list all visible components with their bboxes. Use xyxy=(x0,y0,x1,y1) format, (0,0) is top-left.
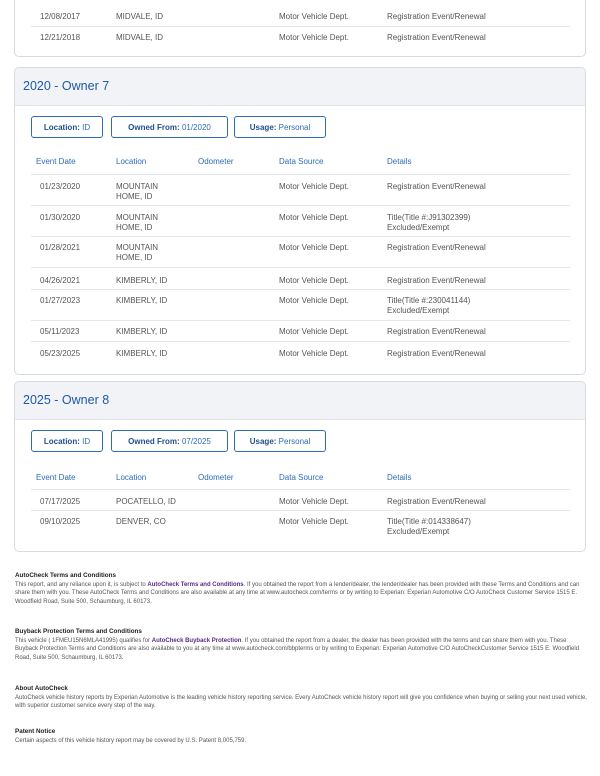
row-divider xyxy=(31,174,570,175)
location-chip xyxy=(31,116,103,138)
row-divider xyxy=(31,489,570,490)
event-location: MOUNTAIN HOME, ID xyxy=(116,182,159,201)
terms-link[interactable]: AutoCheck Terms and Conditions xyxy=(147,581,244,588)
owned-from-chip-label: Owned From: xyxy=(128,437,180,446)
col-location: Location xyxy=(116,157,147,166)
terms-text: This report, and any reliance upon it, is subject to AutoCheck Terms and Conditions. If you obtained the report from a lender/dealer, the lender/dealer has been provided with these Terms and Conditions and can share them with you. These AutoCheck Terms and Conditions are also available at any time at www.autocheck.com/terms or by writing to Experian: Experian Automotive C/O AutoCheck Customer Service 1515 E. Woodfield Road, Suite 500, Schaumburg, IL 60173. xyxy=(15,581,580,605)
col-data-source: Data Source xyxy=(279,473,324,482)
event-location: DENVER, CO xyxy=(116,517,166,526)
col-event-date: Event Date xyxy=(36,157,76,166)
row-divider xyxy=(31,26,570,27)
terms-heading: AutoCheck Terms and Conditions xyxy=(15,572,116,579)
event-date: 01/27/2023 xyxy=(40,296,81,305)
row-divider xyxy=(31,320,570,321)
event-source: Motor Vehicle Dept. xyxy=(279,276,349,285)
event-date: 01/28/2021 xyxy=(40,243,81,252)
event-details: Title(Title #:230041144) Excluded/Exempt xyxy=(387,296,471,315)
buyback-text: This vehicle ( 1FMEU15N6MLA41995) qualifies for AutoCheck Buyback Protection. If you obtained the report from a dealer, the dealer has been provided with the terms and can share them with you. These Buyback Protection Terms and Conditions are also available to you at any time at www.autocheck.com/bbpterms or by writing to Experian: Experian Automotive C/O AutoCheckCustomer Service 1515 E. Woodfield Road, Suite 500, Schaumburg, IL 60173. xyxy=(15,637,580,661)
location-chip-label: Location: xyxy=(43,123,80,132)
event-details: Registration Event/Renewal xyxy=(387,33,486,42)
event-location: MOUNTAIN HOME, ID xyxy=(116,243,159,262)
event-source: Motor Vehicle Dept. xyxy=(279,33,349,42)
event-details: Title(Title #:014338647) Excluded/Exempt xyxy=(387,517,471,536)
usage-chip-label: Usage: xyxy=(249,437,277,446)
event-date: 05/11/2023 xyxy=(40,327,80,336)
usage-chip-value: Personal xyxy=(278,123,311,132)
patent-section xyxy=(15,728,587,745)
row-divider xyxy=(31,341,570,342)
event-source: Motor Vehicle Dept. xyxy=(279,517,349,526)
patent-text: Certain aspects of this vehicle history report may be covered by U.S. Patent 8,005,759. xyxy=(15,737,247,744)
owned-from-chip xyxy=(111,430,228,452)
buyback-link[interactable]: AutoCheck Buyback Protection xyxy=(151,637,242,644)
event-date: 12/21/2018 xyxy=(40,33,81,42)
event-location: KIMBERLY, ID xyxy=(116,349,168,358)
previous-owner-card xyxy=(14,0,586,57)
event-source: Motor Vehicle Dept. xyxy=(279,349,349,358)
event-date: 01/30/2020 xyxy=(40,213,81,222)
owner-7-title: 2020 - Owner 7 xyxy=(23,79,110,93)
owned-from-chip-value: 01/2020 xyxy=(181,123,211,132)
about-heading: About AutoCheck xyxy=(15,685,68,692)
col-odometer: Odometer xyxy=(198,473,234,482)
event-details: Registration Event/Renewal xyxy=(387,182,486,191)
event-details: Registration Event/Renewal xyxy=(387,243,486,252)
row-divider xyxy=(31,236,570,237)
buyback-section xyxy=(15,628,587,662)
usage-chip xyxy=(234,430,326,452)
event-details: Registration Event/Renewal xyxy=(387,276,486,285)
event-date: 04/26/2021 xyxy=(40,276,81,285)
event-location: POCATELLO, ID xyxy=(116,497,176,506)
usage-chip xyxy=(234,116,326,138)
event-details: Registration Event/Renewal xyxy=(387,12,486,21)
location-chip xyxy=(31,430,103,452)
event-date: 07/17/2025 xyxy=(40,497,81,506)
terms-section xyxy=(15,572,587,606)
col-event-date: Event Date xyxy=(36,473,76,482)
buyback-heading: Buyback Protection Terms and Conditions xyxy=(15,628,142,635)
event-location: KIMBERLY, ID xyxy=(116,276,168,285)
event-source: Motor Vehicle Dept. xyxy=(279,12,349,21)
event-date: 01/23/2020 xyxy=(40,182,81,191)
row-divider xyxy=(31,289,570,290)
event-date: 09/10/2025 xyxy=(40,517,81,526)
event-location: KIMBERLY, ID xyxy=(116,296,168,305)
event-location: MIDVALE, ID xyxy=(116,33,163,42)
event-details: Title(Title #:J91302399) Excluded/Exempt xyxy=(387,213,471,232)
event-location: MOUNTAIN HOME, ID xyxy=(116,213,159,232)
patent-heading: Patent Notice xyxy=(15,728,56,735)
about-section xyxy=(15,685,587,711)
owned-from-chip-value: 07/2025 xyxy=(181,437,211,446)
owned-from-chip-label: Owned From: xyxy=(128,123,180,132)
owner-8-card xyxy=(14,381,586,552)
col-data-source: Data Source xyxy=(279,157,324,166)
event-source: Motor Vehicle Dept. xyxy=(279,213,349,222)
location-chip-value: ID xyxy=(82,123,91,132)
event-location: KIMBERLY, ID xyxy=(116,327,168,336)
row-divider xyxy=(31,267,570,268)
event-source: Motor Vehicle Dept. xyxy=(279,182,349,191)
col-location: Location xyxy=(116,473,147,482)
col-odometer: Odometer xyxy=(198,157,234,166)
about-text: AutoCheck vehicle history reports by Experian Automotive is the leading vehicle history reporting service. Every AutoCheck vehicle history report will give you confidence when buying or selling your next used vehicle, with superior customer service every step of the way. xyxy=(15,694,587,709)
event-source: Motor Vehicle Dept. xyxy=(279,497,349,506)
event-source: Motor Vehicle Dept. xyxy=(279,327,349,336)
col-details: Details xyxy=(387,157,412,166)
usage-chip-value: Personal xyxy=(278,437,311,446)
usage-chip-label: Usage: xyxy=(249,123,277,132)
event-date: 12/08/2017 xyxy=(40,12,81,21)
row-divider xyxy=(31,205,570,206)
event-location: MIDVALE, ID xyxy=(116,12,163,21)
location-chip-value: ID xyxy=(82,437,91,446)
location-chip-label: Location: xyxy=(43,437,80,446)
row-divider xyxy=(31,510,570,511)
event-details: Registration Event/Renewal xyxy=(387,349,486,358)
owner-8-title: 2025 - Owner 8 xyxy=(23,393,110,407)
event-source: Motor Vehicle Dept. xyxy=(279,243,349,252)
event-details: Registration Event/Renewal xyxy=(387,497,486,506)
col-details: Details xyxy=(387,473,412,482)
event-source: Motor Vehicle Dept. xyxy=(279,296,349,305)
event-details: Registration Event/Renewal xyxy=(387,327,486,336)
event-date: 05/23/2025 xyxy=(40,349,81,358)
owned-from-chip xyxy=(111,116,228,138)
owner-7-card xyxy=(14,67,586,375)
